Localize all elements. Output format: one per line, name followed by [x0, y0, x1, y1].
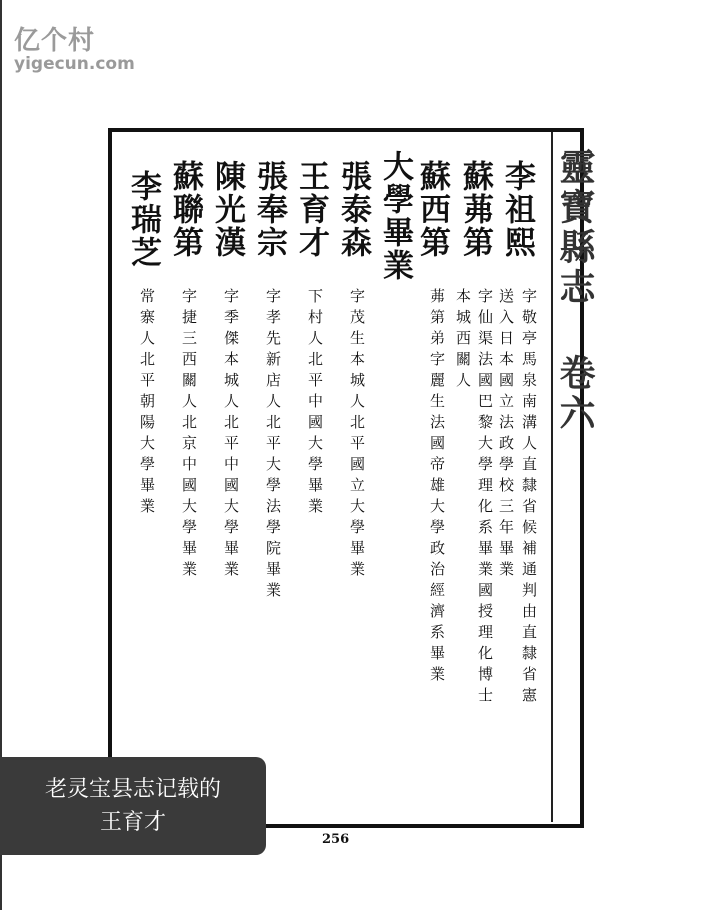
entry-desc: 送入日本國立法政學校三年畢業 — [497, 288, 515, 582]
page-number: 256 — [322, 832, 350, 847]
entry-desc: 茀第弟字麗生法國帝雄大學政治經濟系畢業 — [428, 288, 446, 687]
caption-line-1: 老灵宝县志记载的 — [44, 777, 221, 802]
entry-name: 蘇茀第 — [457, 160, 493, 259]
entry-name: 李祖熙 — [499, 160, 535, 259]
entry-name: 陳光漢 — [209, 160, 245, 259]
watermark-domain: yigecun.com — [14, 54, 135, 74]
entry-name: 蘇西第 — [414, 160, 450, 259]
entry-name: 蘇聯第 — [167, 160, 203, 259]
entry-desc: 字敬亭馬泉南溝人直隸省候補通判由直隸省憲 — [520, 288, 538, 708]
site-watermark — [14, 28, 135, 74]
entry-desc: 字茂生本城人北平國立大學畢業 — [348, 288, 366, 582]
watermark-chinese: 亿个村 — [14, 26, 96, 56]
entry-desc: 字孝先新店人北平大學法學院畢業 — [264, 288, 282, 603]
entry-name: 張泰森 — [335, 160, 371, 259]
entry-name: 張奉宗 — [251, 160, 287, 259]
entry-name: 李瑞芝 — [125, 170, 161, 269]
caption-line-2: 王育才 — [99, 810, 166, 835]
entry-desc: 常寨人北平朝陽大學畢業 — [138, 288, 156, 519]
entry-name: 王育才 — [293, 160, 329, 259]
entry-desc: 字捷三西關人北京中國大學畢業 — [180, 288, 198, 582]
entry-desc: 下村人北平中國大學畢業 — [306, 288, 324, 519]
book-header: 靈寶縣志 卷六 — [554, 148, 596, 434]
entry-desc: 本城西關人 — [454, 288, 472, 393]
section-title: 大學畢業 — [377, 150, 413, 282]
header-divider — [551, 132, 553, 822]
entry-desc: 字季傑本城人北平中國大學畢業 — [222, 288, 240, 582]
caption-overlay — [0, 757, 266, 855]
entry-desc: 字仙渠法國巴黎大學理化系畢業國授理化博士 — [476, 288, 494, 708]
